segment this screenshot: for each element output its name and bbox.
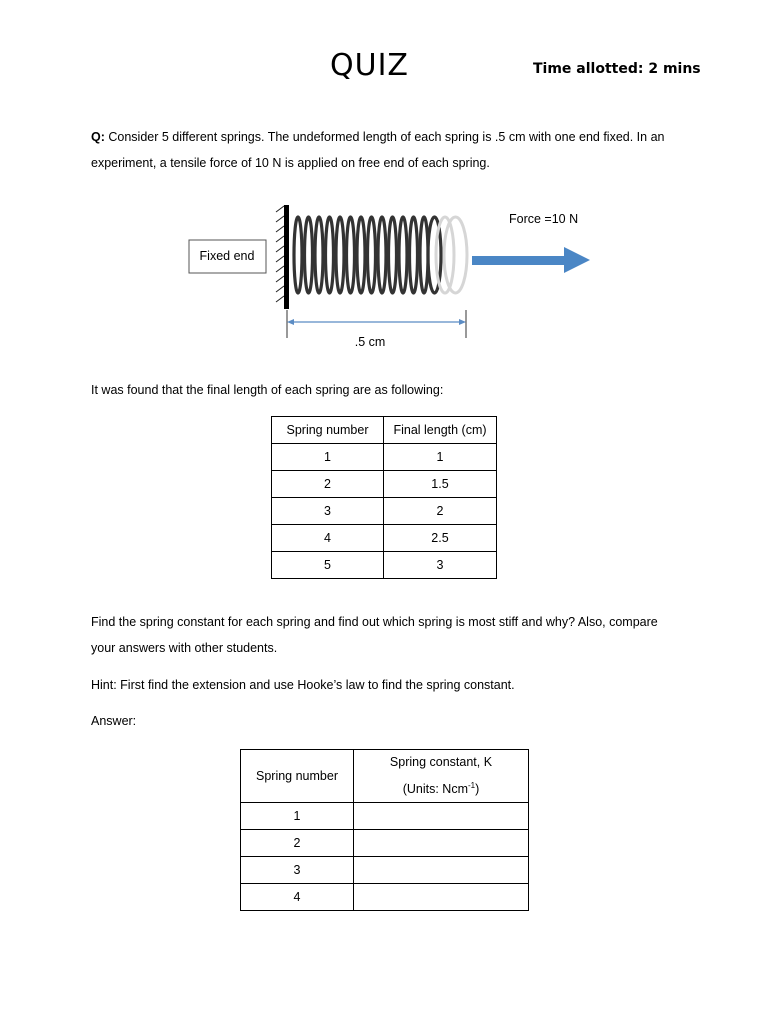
spring-number-cell: 1 — [272, 444, 384, 471]
header-spring-number: Spring number — [272, 417, 384, 444]
spring-coil — [305, 217, 313, 293]
question-text — [91, 124, 691, 176]
fixed-end-label: Fixed end — [199, 249, 255, 263]
task-line-1: Find the spring constant for each spring and find out which spring is most stiff and why? Also, compare — [91, 615, 658, 629]
dimension-arrow-right — [459, 319, 466, 325]
question-line-2: experiment, a tensile force of 10 N is applied on free end of each spring. — [91, 156, 490, 170]
spring-number-cell: 3 — [272, 498, 384, 525]
table-row — [241, 884, 529, 911]
spring-coil — [378, 217, 386, 293]
table-row — [241, 830, 529, 857]
question-prefix: Q: — [91, 130, 105, 144]
units-suffix: ) — [475, 782, 480, 797]
table-header-row — [241, 750, 529, 803]
header-spring-constant — [354, 750, 529, 803]
time-allotted: Time allotted: 2 mins — [533, 61, 701, 77]
length-label: .5 cm — [354, 335, 386, 349]
answer-label: Answer: — [91, 714, 137, 728]
final-length-table — [271, 416, 497, 579]
spring-number-cell: 4 — [272, 525, 384, 552]
task-line-2: your answers with other students. — [91, 641, 278, 655]
spring-coil — [357, 217, 365, 293]
final-length-cell: 3 — [384, 552, 497, 579]
spring-number-cell: 2 — [241, 830, 354, 857]
units-prefix: (Units: Ncm — [402, 782, 468, 797]
units-exponent: -1 — [467, 781, 476, 791]
table-row — [272, 552, 497, 579]
hint-text: Hint: First find the extension and use Hooke’s law to find the spring constant. — [91, 678, 515, 692]
final-length-cell: 1.5 — [384, 471, 497, 498]
spring-number-cell: 1 — [241, 803, 354, 830]
wall-hatching — [276, 206, 284, 302]
question-line-1: Consider 5 different springs. The undeformed length of each spring is .5 cm with one end fixed. In an — [104, 130, 665, 144]
table-row — [272, 525, 497, 552]
answer-cell[interactable] — [354, 830, 529, 857]
force-label: Force =10 N — [509, 212, 579, 226]
force-arrow-head — [564, 247, 590, 273]
spring-coil — [389, 217, 397, 293]
force-arrow-shaft — [472, 256, 566, 265]
dimension-arrow-left — [287, 319, 294, 325]
finding-text: It was found that the final length of each spring are as following: — [91, 383, 444, 397]
spring-coils — [294, 217, 467, 293]
spring-coil — [294, 217, 302, 293]
spring-coil — [399, 217, 407, 293]
table-row — [241, 857, 529, 884]
spring-coil — [315, 217, 323, 293]
final-length-cell: 2.5 — [384, 525, 497, 552]
spring-diagram — [180, 198, 610, 363]
quiz-title: QUIZ — [330, 48, 409, 83]
answer-cell[interactable] — [354, 857, 529, 884]
header-final-length: Final length (cm) — [384, 417, 497, 444]
spring-coil — [336, 217, 344, 293]
table-header-row — [272, 417, 497, 444]
table-row — [272, 498, 497, 525]
answer-cell[interactable] — [354, 803, 529, 830]
spring-coil — [326, 217, 334, 293]
spring-coil — [410, 217, 418, 293]
header-spring-number: Spring number — [241, 750, 354, 803]
table-row — [272, 471, 497, 498]
spring-number-cell: 2 — [272, 471, 384, 498]
final-length-cell: 1 — [384, 444, 497, 471]
spring-constant-title: Spring constant, K — [389, 755, 493, 770]
spring-coil — [368, 217, 376, 293]
final-length-cell: 2 — [384, 498, 497, 525]
spring-number-cell: 5 — [272, 552, 384, 579]
answer-cell[interactable] — [354, 884, 529, 911]
task-text — [91, 609, 691, 661]
wall — [284, 205, 289, 309]
table-row — [241, 803, 529, 830]
spring-number-cell: 4 — [241, 884, 354, 911]
table-row — [272, 444, 497, 471]
spring-diagram-svg — [180, 198, 610, 358]
spring-constant-table — [240, 749, 529, 911]
spring-number-cell: 3 — [241, 857, 354, 884]
spring-coil — [347, 217, 355, 293]
